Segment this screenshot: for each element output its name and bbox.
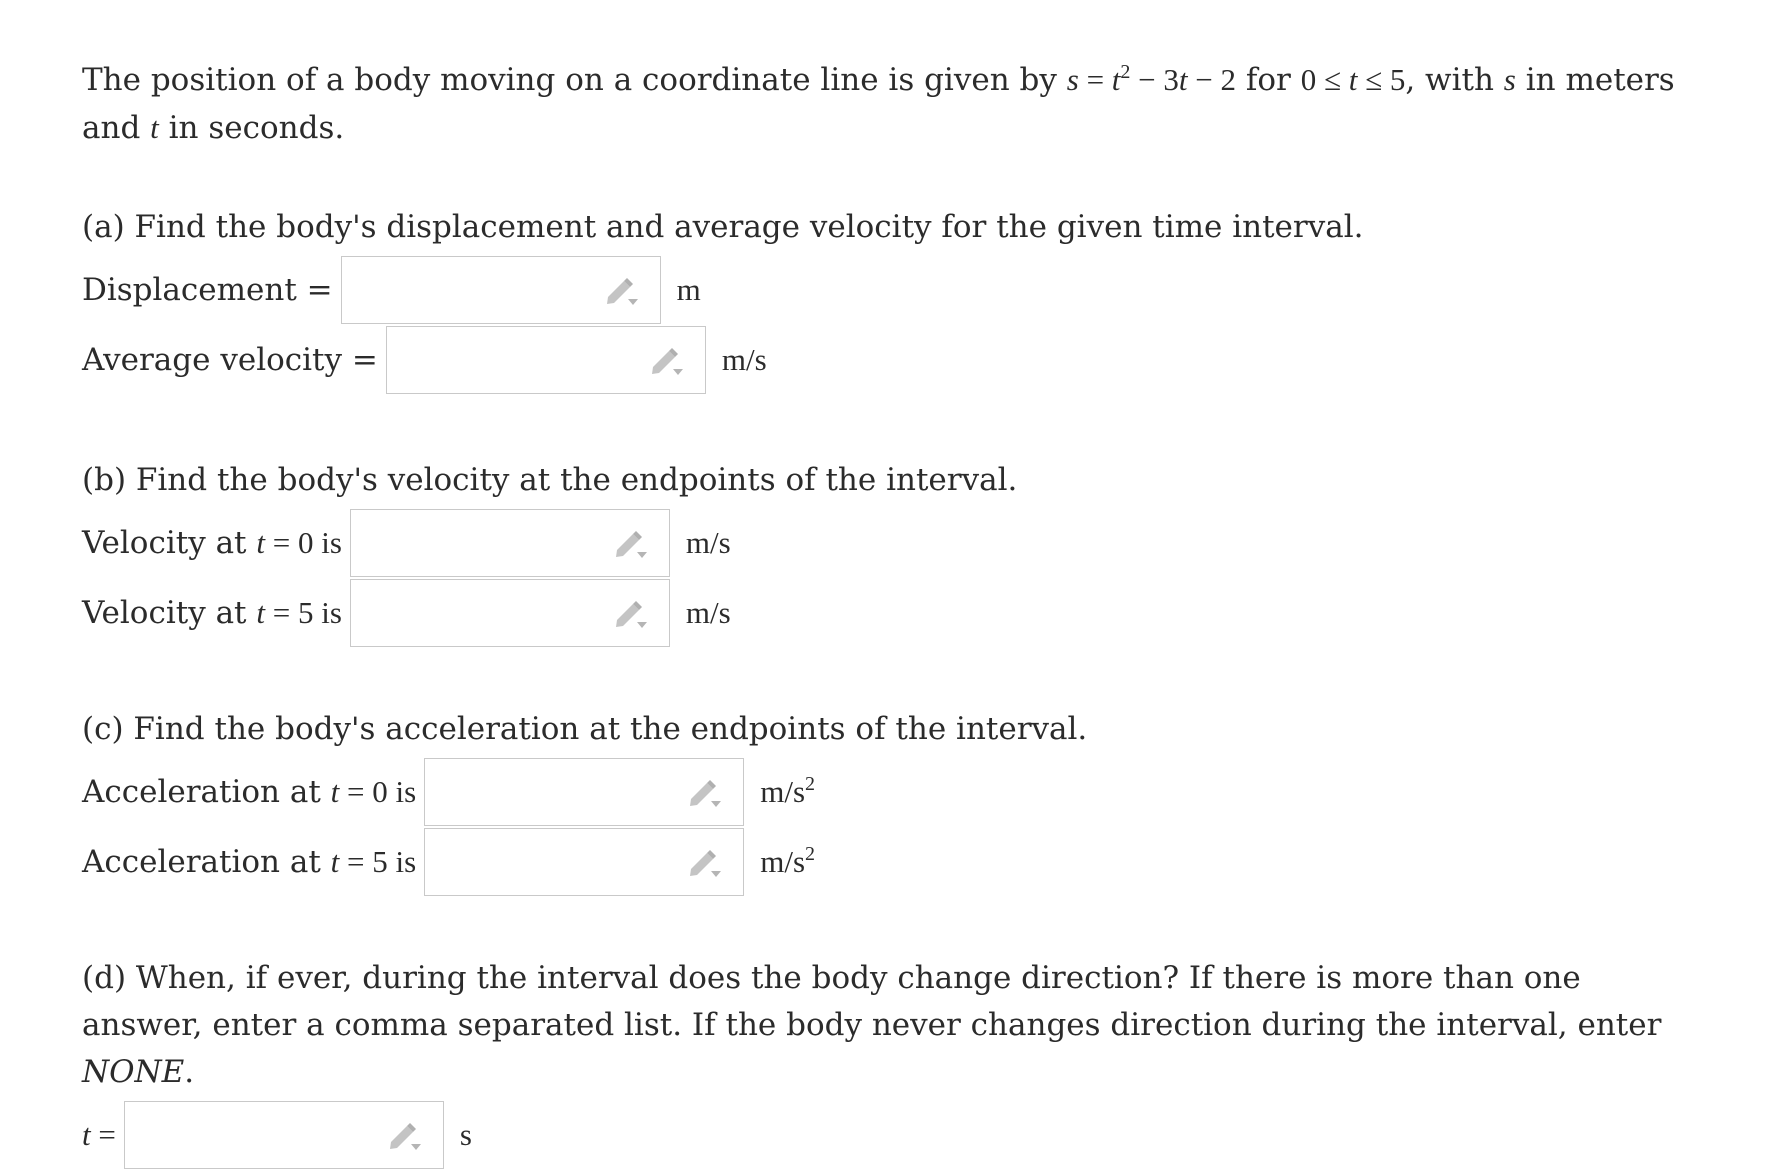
label-text: = 0 is (265, 525, 342, 560)
velocity-t5-answer-box[interactable] (350, 579, 670, 647)
label-text: = (90, 1117, 116, 1152)
interval-upper: ≤ 5 (1357, 62, 1406, 97)
var-s: s (1503, 62, 1516, 97)
unit-base: m/s (760, 844, 806, 879)
intro-text: in meters and (82, 62, 1675, 146)
answer-label (82, 1117, 124, 1153)
answer-row-average-velocity (82, 325, 1702, 395)
intro-text: in seconds. (158, 110, 345, 146)
pencil-edit-icon[interactable] (613, 600, 649, 630)
intro-text: for (1236, 62, 1301, 98)
label-text: = 5 is (265, 595, 342, 630)
pencil-edit-icon[interactable] (387, 1122, 423, 1152)
label-var: t (256, 525, 265, 560)
part-c-question: (c) Find the body's acceleration at the endpoints of the interval. (82, 711, 1088, 747)
pencil-edit-icon[interactable] (604, 277, 640, 307)
answer-row-displacement (82, 255, 1702, 325)
unit-exponent: 2 (805, 843, 816, 865)
answer-row-acceleration-t0 (82, 757, 1702, 827)
label-var: t (330, 844, 340, 879)
answer-label: Average velocity = (82, 342, 378, 378)
equation-equals: = (1078, 62, 1112, 97)
answer-row-direction-change (82, 1100, 1702, 1170)
answer-label (82, 525, 350, 561)
part-b-question: (b) Find the body's velocity at the endpoints of the interval. (82, 462, 1018, 498)
label-text: = 0 is (339, 774, 417, 809)
part-a-question: (a) Find the body's displacement and average velocity for the given time interval. (82, 209, 1364, 245)
equation-t: t (1111, 62, 1121, 97)
unit-label (744, 774, 815, 810)
velocity-t0-answer-box[interactable] (350, 509, 670, 577)
part-d (82, 955, 1702, 1170)
unit-label: m (676, 272, 701, 307)
answer-label: Displacement = (82, 272, 333, 308)
part-d-question (82, 955, 1702, 1096)
equation-exponent: 2 (1120, 61, 1131, 83)
unit-label: m/s (685, 595, 731, 630)
answer-row-velocity-t5 (82, 578, 1702, 648)
answer-row-velocity-t0 (82, 508, 1702, 578)
label-var: t (256, 595, 265, 630)
label-text: Velocity at (82, 595, 257, 631)
label-text: Acceleration at (82, 774, 331, 810)
unit-exponent: 2 (805, 773, 816, 795)
pencil-edit-icon[interactable] (687, 779, 723, 809)
unit-label: s (459, 1117, 472, 1152)
intro-text: The position of a body moving on a coordinate line is given by (82, 62, 1067, 98)
question-text: . (184, 1054, 195, 1090)
equation-term: − 3 (1130, 62, 1179, 97)
none-keyword: NONE (82, 1054, 185, 1090)
part-a (82, 204, 1702, 395)
average-velocity-answer-box[interactable] (386, 326, 706, 394)
label-text: Acceleration at (82, 844, 331, 880)
question-page (82, 56, 1702, 1170)
label-var: t (82, 1117, 91, 1152)
interval-var: t (1348, 62, 1358, 97)
pencil-edit-icon[interactable] (649, 347, 685, 377)
label-var: t (330, 774, 340, 809)
pencil-edit-icon[interactable] (613, 530, 649, 560)
part-c (82, 706, 1702, 897)
displacement-answer-box[interactable] (341, 256, 661, 324)
answer-row-acceleration-t5 (82, 827, 1702, 897)
unit-base: m/s (760, 774, 806, 809)
answer-label (82, 595, 350, 631)
question-text: (d) When, if ever, during the interval does the body change direction? If there is more than one answer, enter a comma separated list. If the body never changes direction during the interval, enter (82, 960, 1662, 1043)
equation-t: t (1178, 62, 1188, 97)
answer-label (82, 844, 424, 880)
acceleration-t5-answer-box[interactable] (424, 828, 744, 896)
answer-label (82, 774, 424, 810)
part-b (82, 457, 1702, 648)
problem-statement (82, 56, 1702, 152)
pencil-edit-icon[interactable] (687, 849, 723, 879)
unit-label (744, 844, 815, 880)
equation-term: − 2 (1187, 62, 1237, 97)
intro-text: , with (1405, 62, 1504, 98)
interval-lower: 0 ≤ (1300, 62, 1349, 97)
direction-change-answer-box[interactable] (124, 1101, 444, 1169)
unit-label: m/s (721, 342, 767, 377)
label-text: = 5 is (339, 844, 417, 879)
equation-s: s (1066, 62, 1079, 97)
label-text: Velocity at (82, 525, 257, 561)
acceleration-t0-answer-box[interactable] (424, 758, 744, 826)
var-t: t (150, 110, 159, 145)
unit-label: m/s (685, 525, 731, 560)
